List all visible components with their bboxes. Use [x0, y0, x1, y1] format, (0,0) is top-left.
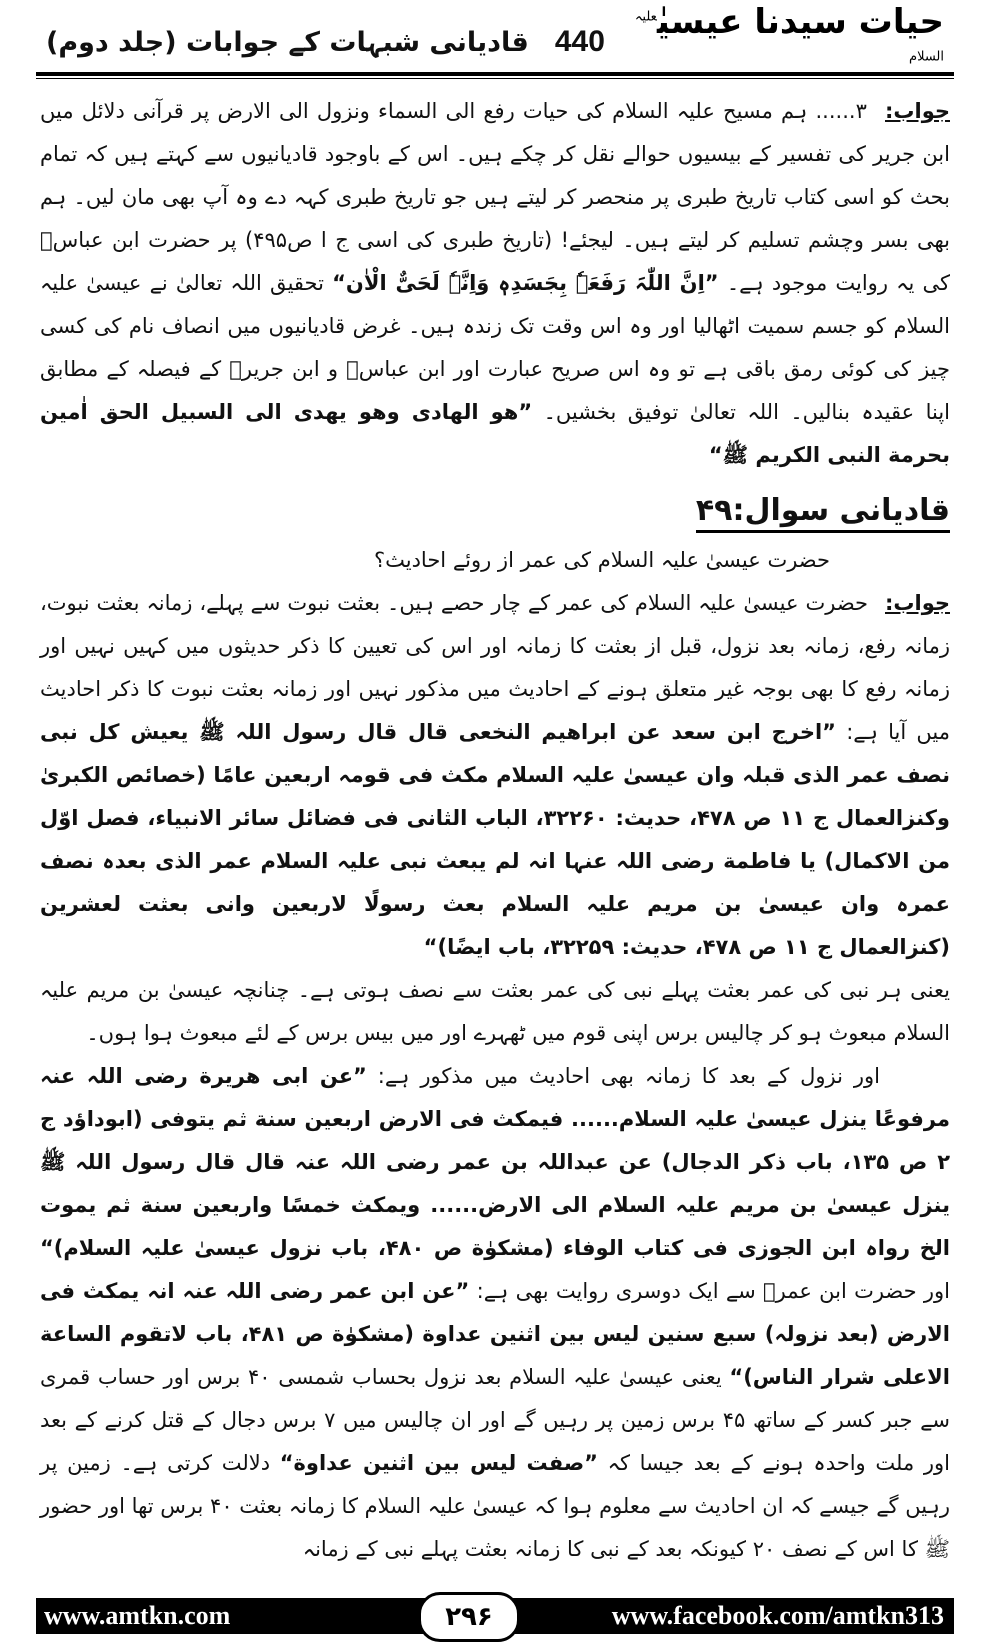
- series-title: [631, 2, 944, 82]
- question-text: حضرت عیسیٰ علیہ السلام کی عمر از روئے احادیث؟: [373, 548, 830, 572]
- page-footer: [36, 1598, 954, 1634]
- answer-3-arabic-dua: ”ھو الھادی وھو یھدی الی السبیل الحق اٰمین بحرمة النبی الکریم ﷺ“: [40, 400, 950, 467]
- hadith-1: ”اخرج ابن سعد عن ابراھیم النخعی قال قال رسول اللہ ﷺ یعیش کل نبی نصف عمر الذی قبلہ وان عیسیٰ علیہ السلام مکث فی قومہ اربعین عامًا (خصائص الکبریٰ وکنزالعمال ج ۱۱ ص ۴۷۸، حدیث: ۳۲۲۶۰، الباب الثانی فی فضائل سائر الانبیاء، فصل اوّل من الاکمال) یا فاطمة رضی اللہ عنہا انہ لم یبعث نبی علیہ السلام عمر الذی بعدہ نصف عمرہ وان عیسیٰ بن مریم علیہ السلام بعث رسولًا لاربعین وانی بعثت لعشرین (کنزالعمال ج ۱۱ ص ۴۷۸، حدیث: ۳۲۲۵۹، باب ایضًا)“: [40, 720, 950, 959]
- header-rule-thin: [36, 78, 954, 79]
- nuzool-paragraph: [40, 1055, 950, 1571]
- header-rule: [36, 72, 954, 76]
- answer-49-text: حضرت عیسیٰ علیہ السلام کی عمر کے چار حصے ہیں۔ بعثت نبوت سے پہلے، زمانہ بعثت نبوت، زمانہ رفع، زمانہ بعد نزول، قبل از بعثت کا زمانہ اور اس کی تعیین کا ذکر حدیثوں میں کہیں نہیں اور زمانہ رفع کا بھی بوجہ غیر متعلق ہونے کے احادیث میں مذکور نہیں اور زمانہ بعثت نبوت کا ذکر احادیث میں آیا ہے:: [40, 591, 950, 744]
- section-heading-text: قادیانی سوال:۴۹: [696, 493, 950, 533]
- explanation-2: یعنی عیسیٰ علیہ السلام بعد نزول بحساب شمسی ۴۰ برس اور حساب قمری سے جبر کسر کے ساتھ ۴۵ برس زمین پر رہیں گے اور ان چالیس میں ۷ برس دجال کے قتل کرنے کے بعد اور ملت واحدہ ہونے کے بعد جیسا کہ: [40, 1365, 951, 1475]
- answer-49-paragraph: [40, 582, 950, 969]
- footer-page-number: ۲۹۶: [418, 1592, 520, 1642]
- page-body: [40, 90, 950, 1571]
- facebook-link[interactable]: www.facebook.com/amtkn313: [611, 1601, 944, 1630]
- page-header: [36, 2, 954, 76]
- website-link[interactable]: www.amtkn.com: [44, 1601, 231, 1630]
- book-title: قادیانی شبہات کے جوابات (جلد دوم): [46, 26, 529, 58]
- answer-3-paragraph: [40, 90, 950, 477]
- answer-49-label: جواب:: [885, 591, 950, 615]
- header-row: [36, 2, 954, 70]
- answer-3-arabic-quote: ”اِنَّ اللّٰہَ رَفَعَہٗ بِجَسَدِہٖ وَاِنَّہٗ لَحَیٌّ الْاٰن“: [332, 271, 719, 295]
- header-page-number: 440: [554, 25, 605, 58]
- explanation-3: دلالت کرتی ہے۔ زمین پر رہیں گے جیسے کہ ان احادیث سے معلوم ہوا کہ عیسیٰ علیہ السلام کا زمانہ بعثت ۴۰ برس تھا اور حضور ﷺ کا اس کے نصف ۲۰ کیونکہ بعد کے نبی کا زمانہ بعثت پہلے نبی کے زمانہ: [40, 1451, 950, 1561]
- hadith-2: ”عن ابی ھریرة رضی اللہ عنہ مرفوعًا ینزل عیسیٰ علیہ السلام...... فیمکث فی الارض اربعین سنة ثم یتوفی (ابوداؤد ج ۲ ص ۱۳۵، باب ذکر الدجال) عن عبداللہ بن عمر رضی اللہ عنہ قال قال رسول اللہ ﷺ ینزل عیسیٰ بن مریم علیہ السلام الی الارض...... ویمکث خمسًا واربعین سنة ثم یموت الخ رواہ ابن الجوزی فی کتاب الوفاء (مشکوٰة ص ۴۸۰، باب نزول عیسیٰ علیہ السلام)“: [40, 1064, 951, 1260]
- section-heading: [40, 483, 950, 539]
- series-title-text: حیات سیدنا عیسیٰ: [656, 2, 944, 42]
- answer-3-text: ہم مسیح علیہ السلام کی حیات رفع الی السماء ونزول الی الارض پر قرآنی دلائل میں ابن جریر کی تفسیر کے بیسیوں حوالے نقل کر چکے ہیں۔ اس کے باوجود قادیانیوں سے کہتے ہیں کہ تمام بحث کو اسی کتاب تاریخ طبری پر منحصر کر لیتے ہیں جو تاریخ طبری کہہ دے وہ آپ بھی مان لیں۔ ہم بھی بسر وچشم تسلیم کر لیتے ہیں۔ لیجئے! (تاریخ طبری کی اسی ج ا ص۴۹۵) پر حضرت ابن عباسؓ کی یہ روایت موجود ہے۔: [40, 99, 950, 295]
- answer-3-label: جواب:: [885, 99, 950, 123]
- hadith-3: ”عن ابن عمر رضی اللہ عنہ انہ یمکث فی الارض (بعد نزولہ) سبع سنین لیس بین اثنین عداوة (مشکوٰة ص ۴۸۱، باب لاتقوم الساعة الاعلی شرار الناس)“: [40, 1279, 950, 1389]
- arabic-phrase: ”صفت لیس بین اثنین عداوة“: [279, 1451, 598, 1475]
- explanation-1: یعنی ہر نبی کی عمر بعثت پہلے نبی کی عمر بعثت سے نصف ہوتی ہے۔ چنانچہ عیسیٰ بن مریم علیہ السلام مبعوث ہو کر چالیس برس اپنی قوم میں ٹھہرے اور میں بیس برس کے لئے مبعوث ہوا ہوں۔: [40, 978, 950, 1045]
- answer-3-text-2: تحقیق اللہ تعالیٰ نے عیسیٰ علیہ السلام کو جسم سمیت اٹھالیا اور وہ اس وقت تک زندہ ہیں۔ غرض قادیانیوں میں انصاف نام کی کسی چیز کی کوئی رمق باقی ہے تو وہ اس صریح عبارت اور ابن عباسؓ و ابن جریرؒ کے فیصلہ کے مطابق اپنا عقیدہ بنالیں۔ اللہ تعالیٰ توفیق بخشیں۔: [40, 271, 950, 424]
- nuzool-intro: اور نزول کے بعد کا زمانہ بھی احادیث میں مذکور ہے:: [377, 1064, 880, 1088]
- riwayat-2-text: اور حضرت ابن عمرؓ سے ایک دوسری روایت بھی ہے:: [476, 1279, 950, 1303]
- series-honorific: علیہ السلام: [634, 9, 944, 65]
- answer-3-number: ۳......: [815, 99, 867, 123]
